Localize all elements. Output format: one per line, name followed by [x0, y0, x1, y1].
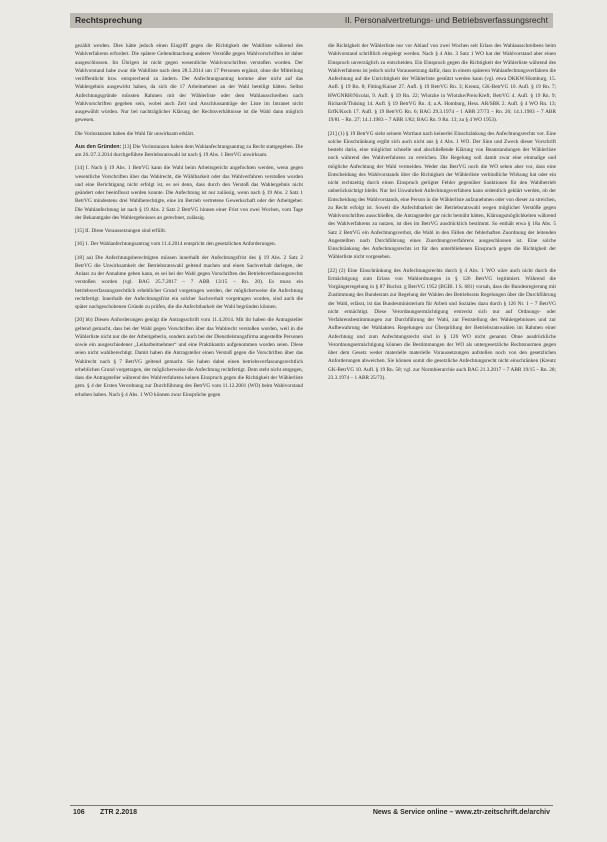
run-in-heading: Aus den Gründen: — [75, 143, 122, 150]
paragraph: [21] (1) § 19 BetrVG sieht seinem Wortlaut nach keinerlei Einschränkung des Anfechtungsrechts vor. Eine solche Einschränkung ergibt sich auch nicht aus § 4 Abs. 1 WO. Der Sinn und Zweck dieser Vorschrift besteht darin, eine möglichst schnelle und abschließende Klärung von Beanstandungen der Wählerliste noch während des Wahlverfahrens zu erreichen. Die Regelung soll damit zwar eine einmalige und mögliche Anfechtung der Wahl vermeiden. Weder das BetrVG noch die WO sehen aber vor, dass eine Entscheidung des Wahlvorstands über die Richtigkeit der Wählerliste verbindliche Wirkung hat oder ein nicht rechtzeitig durch einen Einspruch gerügter Fehler gegenüber Sanktionen für den Wahlbetrieb unberücksichtigt bleibt. Nur bei Unwahrheit Anfechtungsverfahren kann ordentlich geklärt werden, ob der Entscheidung des Wahlvorstands, eine Person in die Wählerliste aufzunehmen oder von dieser zu streichen, zu Recht erfolgt ist. Soweit die Anfechtbarkeit der Betriebsratswahl wegen möglicher Verstöße gegen Wahlvorschriften ausschließen, die Antragsteller gar nicht bemüht hätten, Klärungsmöglichkeiten während des Wahlverfahrens zu nutzen, ist dies im BetrVG ausdrücklich bestimmt. So enthält etwa § 18a Abs. 5 Satz 2 BetrVG ein Anfechtungsverbot, die Wahl in den Fällen der fehlerhaften Zuordnung der leitenden Angestellten nach Durchführung eines Zuordnungsverfahrens ausgeschlossen ist. Eine solche Einschränkung des Anfechtungsrechts ist für den unterbliebenen Einspruch gegen die Richtigkeit der Wählerliste nicht vorgesehen. — [328, 130, 556, 261]
paragraph: die Richtigkeit der Wählerliste nur vor Ablauf von zwei Wochen seit Erlass des Wahlausschreibens beim Wahlvorstand schriftlich eingelegt werden. Nach § 4 Abs. 3 Satz 1 WO hat der Wahlvorstand aber einen Einspruch unverzüglich zu entscheiden. Ein Einspruch gegen die Richtigkeit der Wählerliste während des Wahlverfahrens ist jedoch nicht Voraussetzung dafür, dass in einem späteren Wahlanfechtungsverfahren die Anfechtung auf die Unrichtigkeit der Wählerliste gestützt werden kann (vgl. etwa DKKW/Homburg, 15. Aufl. § 19 Rn. 8; Fitting/Kaiser 27. Aufl. § 19 BetrVG Rn. 3; Kreutz, GK-BetrVG 10. Aufl. § 19 Rn. 7; HWGNRH/Nicolai, 9. Aufl. § 19 Rn. 22; Wlotzke in Wlotzke/Preis/Kreft, BetrVG 4. Aufl. § 19 Rn. 9; Richardi/Thüsing 14. Aufl. § 19 BetrVG Rn. 4; a.A. Homburg, Hess. AR/SBK 2. Aufl. § 4 WO Rn. 13; ErfK/Koch 17. Aufl. § 19 BetrVG Rn. 6; BAG 29.3.1974 – 1 ABR 27/73 – Rn. 26; 14.1.1983 – 7 ABR 19/81 – Rn. 27; 14.1.1983 – 7 ABR 1/82; BAG Rn. 9 Rn. 13; zu § 4 WO 1953). — [328, 43, 556, 124]
paragraph: [20] bb) Diesen Anforderungen genügt die Antragsschrift vom 11.4.2014. Mit ihr haben die Antragsteller geltend gemacht, dass bei der Wahl gegen Vorschriften über das Wahlrecht verstoßen worden, weil in die Wählerliste nicht nur die der Arbeitgeberin, sondern auch bei der Dienstleistungsfirma angestellte Personen sowie ein ausgeschiedener „Leiharbeitnehmer“ und eine Praktikantin aufgenommen worden seien. Diese seien nicht wahlberechtigt. Damit haben die Antragsteller einen Verstoß gegen die Vorschriften über das Wahlrecht nach § 7 BetrVG geltend gemacht. Sie haben dabei einen betriebsverfassungsrechtlich erheblichen Grund vorgetragen, der möglicherweise die Anfechtung rechtfertigt. Dem steht nicht entgegen, dass die Antragsteller während des Wahlverfahrens keinen Einspruch gegen die Richtigkeit der Wählerliste gem. § 4 der Ersten Verordnung zur Durchführung des BetrVG vom 11.12.2001 (WO) beim Wahlvorstand erhoben haben. Nach § 4 Abs. 1 WO können zwar Einsprüche gegen — [75, 317, 303, 398]
paragraph: [22] (2) Eine Einschränkung des Anfechtungsrechts durch § 4 Abs. 1 WO wäre auch nicht durch die Ermächtigung zum Erlass von Wahlordnungen in § 126 BetrVG legitimiert. Während die Vorgängerregelung in § 87 Buchst. g BetrVG 1952 (BGBl. I S. 681) vorsah, dass die Bundesregierung mit Zustimmung des Bundesrats zur Regelung der Wahlen des Betriebsrats Regelungen über die Durchführung der Wahl, erlässt, ist das Bundesministerium für Arbeit und Soziales dazu durch § 126 Nr. 1 – 7 BetrVG nicht ermächtigt. Diese Verordnungsermächtigung erstreckt sich nur auf Ordnungs- oder Verfahrensbestimmungen zur Durchführung der Wahl, zur Feststellung des Wahlergebnisses und zur Aufbewahrung der Wahlakten. Regelungen zur Überprüfung der Betriebsratswahlen im Rahmen einer Anfechtung und zum Anfechtungsrecht sind in § 126 WO nicht genannt. Ohne ausdrückliche Verordnungsermächtigung können die Bestimmungen der WO als untergesetzliche Rechtsnormen gegen über dem Gesetz weder materielle materielle Voraussetzungen aufstellen noch von den gesetzlichen Anforderungen abweichen. Sie können somit die gesetzliche Anfechtungsrecht nicht einschränken (Kreutz GK-BetrVG 10. Aufl. § 19 Rn. 58; vgl. zur Normhierarchie auch BAG 21.3.2017 – 7 ABR 19/15 – Rn. 28; 23.3.1974 – 1 ABR 25/73). — [328, 267, 556, 381]
left-column — [75, 42, 303, 404]
header-subsection-title: II. Personalvertretungs- und Betriebsverfassungsrecht — [344, 15, 548, 25]
page-footer — [70, 805, 553, 819]
right-column — [328, 42, 556, 387]
paragraph: [15] II. Diese Voraussetzungen sind erfüllt. — [75, 228, 167, 234]
paragraph: [18] aa) Die Anfechtungsberechtigten müssen innerhalb der Anfechtungsfrist des § 19 Abs. 2 Satz 2 BetrVG die Unwirksamkeit der Betriebsratswahl geltend machen und einen Sachverhalt darlegen, der Anlass zu der Annahme geben kann, es sei bei der Wahl gegen Vorschriften des Betriebsverfassungsrechts verstoßen worden (vgl. BAG 25.7.2017 – 7 ABR 13/15 – Rn. 20). Es muss ein betriebsverfassungsrechtlich erheblicher Grund vorgetragen werden, der möglicherweise die Anfechtung rechtfertigt. Innerhalb der Anfechtungsfrist ein solcher Sachverhalt vorgetragen worden, sind auch die später nachgeschobenen Gründe zu prüfen, die die Anfechtbarkeit der Wahl begründen können. — [75, 254, 303, 310]
header-section-title: Rechtsprechung — [75, 15, 143, 25]
journal-issue: ZTR 2.2018 — [100, 809, 137, 816]
page-header — [70, 13, 553, 28]
paragraph: gezählt werden. Dies hätte jedoch einen Eingriff gegen die Richtigkeit der Wahlliste während des Wahlverfahrens erfordert. Die spätere Geltendmachung anderer Verstöße gegen Wahlvorschriften ist daher ausgeschlossen. Im Übrigen ist nicht gegen wesentliche Wahlvorschriften verstoßen worden. Der Wahlvorstand habe zwar die Wahlliste nach dem 28.3.2014 um 17 Personen ergänzt, ohne die Mitteilung veröffentlicht bzw. entsprechend zu ändern. Der Anfechtungsantrag komme aber nicht auf das Wahlergebnis ausgewirkt haben, da sich die 17 Arbeitnehmer an der Wahl beteiligt hätten. Selbst Anfechtungsgründe müssten Rahmen mit der Wählerliste oder dem Wahlausschreiben nach Wahlvorschriften gegeben sein, wobei auch Zeit und Anschlussanträge der Liste im Intranet nicht ausgewählt würden. Nur bei nachträglicher Klärung der Rechtsverhältnisse ist die Wahl dann möglich gewesen. — [75, 43, 303, 124]
paragraph: Aus den Gründen: [13] Die Vorinstanzen haben dem Wahlanfechtungsantrag zu Recht stattgegeben. Die am 26./27.3.2014 durchgeführte Betriebsratswahl ist nach § 19 Abs. 1 BetrVG unwirksam. — [75, 143, 303, 158]
paragraph: Die Vorinstanzen haben die Wahl für unwirksam erklärt. — [75, 130, 195, 137]
paragraph: [14] I. Nach § 19 Abs. 1 BetrVG kann die Wahl beim Arbeitsgericht angefochten werden, wenn gegen wesentliche Vorschriften über das Wahlrecht, die Wählbarkeit oder das Wahlverfahren verstoßen worden und eine Berichtigung nicht erfolgt ist, es sei denn, dass durch den Verstoß das Wahlergebnis nicht geändert oder beeinflusst werden konnte. Die Anfechtung ist nur zulässig, wenn nach § 19 Abs. 2 Satz 1 BetrVG mindestens drei Wahlberechtigte, eine im Betrieb vertretene Gewerkschaft oder der Arbeitgeber. Die Wahlanfechtung ist nach § 19 Abs. 2 Satz 2 BetrVG binnen einer Frist von zwei Wochen, vom Tage der Bekanntgabe des Wahlergebnisses an gerechnet, zulässig. — [75, 165, 303, 221]
paragraph: [16] 1. Der Wahlanfechtungsantrag vom 11.4.2014 entspricht den gesetzlichen Anforderungen. — [75, 241, 276, 248]
news-service-link[interactable]: News & Service online – www.ztr-zeitschrift.de/archiv — [372, 809, 550, 816]
page-number: 106 — [73, 809, 85, 816]
